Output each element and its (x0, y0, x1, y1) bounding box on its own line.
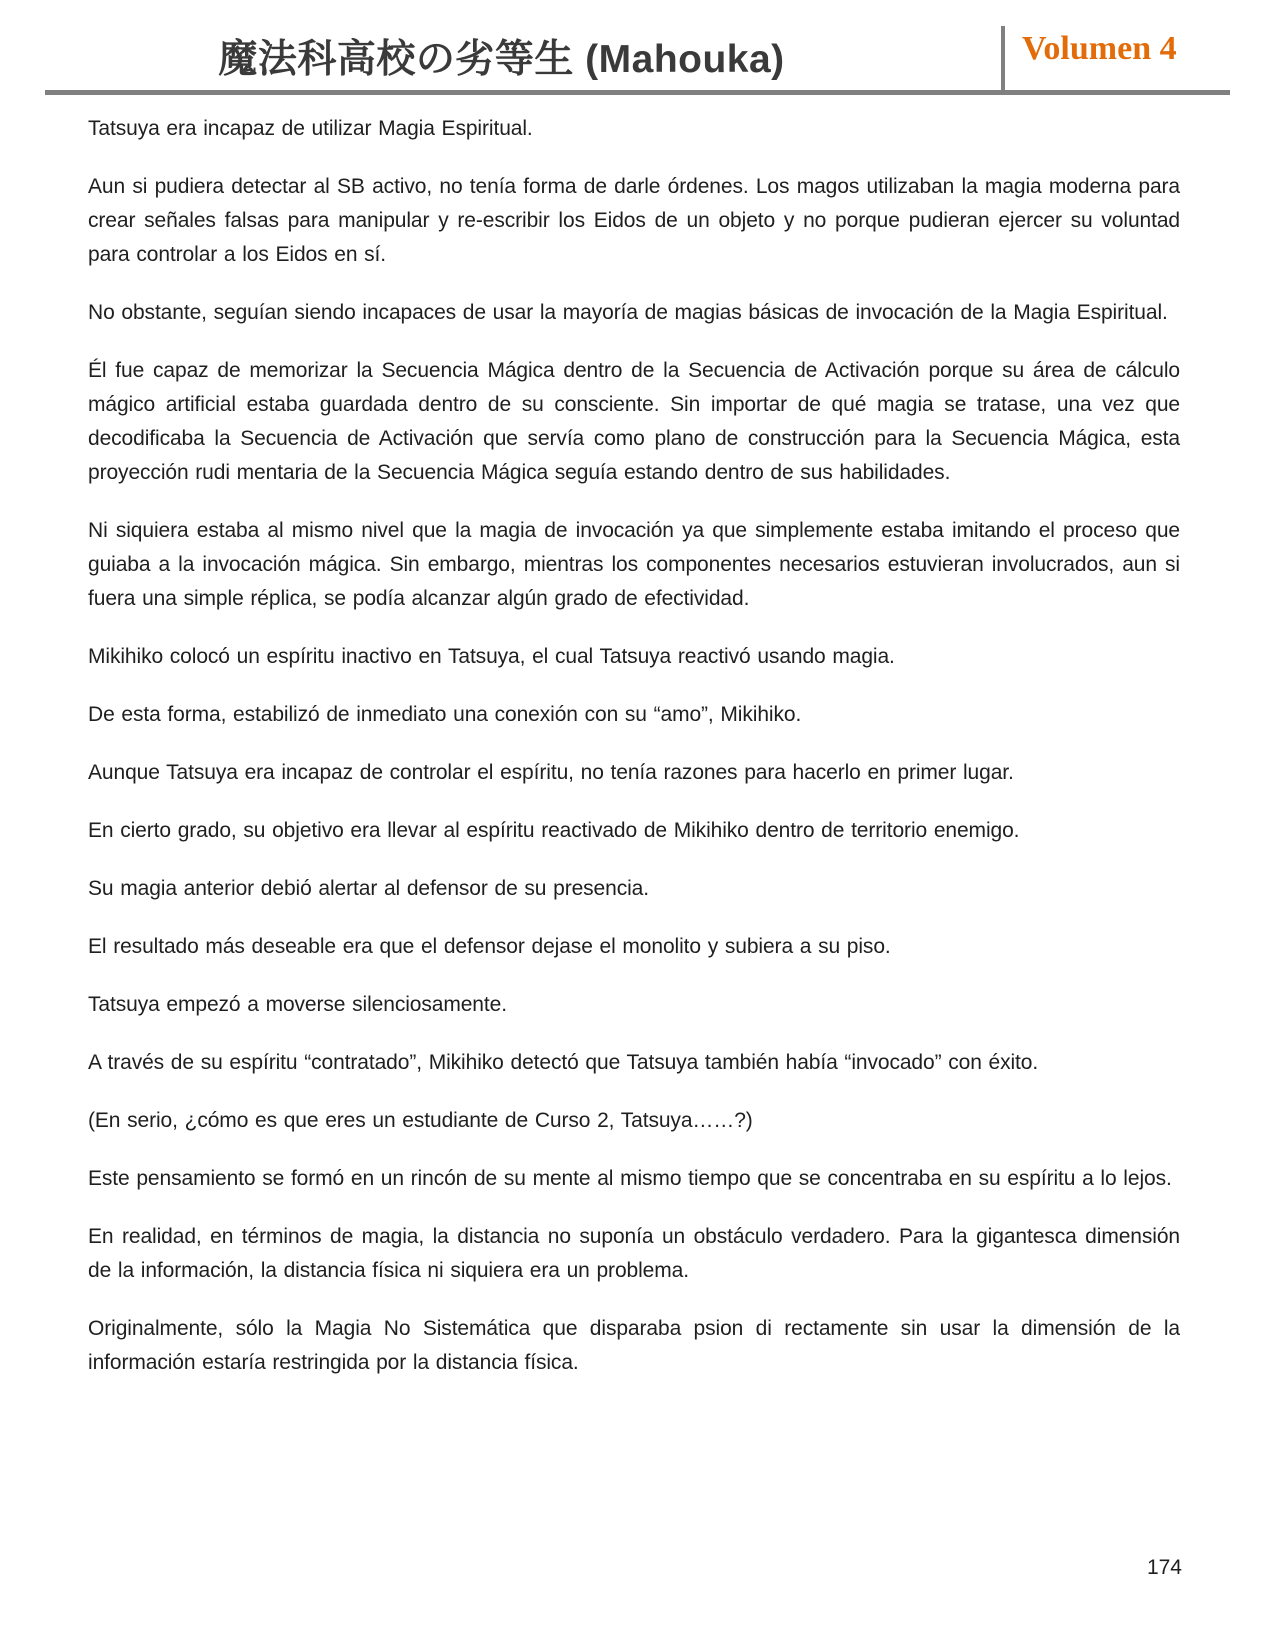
header-rule (45, 90, 1230, 95)
page-header (0, 0, 1275, 100)
paragraph: No obstante, seguían siendo incapaces de usar la mayoría de magias básicas de invocación de la Magia Espiritual. (88, 301, 1168, 324)
document-title: 魔法科高校の劣等生 (Mahouka) (218, 38, 785, 81)
paragraph: Su magia anterior debió alertar al defensor de su presencia. (88, 877, 649, 900)
paragraph: Originalmente, sólo la Magia No Sistemática que disparaba psion di rectamente sin usar la dimensión de la información estaría restringida por la distancia física. (88, 1317, 1180, 1374)
paragraph: Tatsuya era incapaz de utilizar Magia Espiritual. (88, 117, 533, 140)
paragraph: De esta forma, estabilizó de inmediato una conexión con su “amo”, Mikihiko. (88, 703, 802, 726)
paragraph: Mikihiko colocó un espíritu inactivo en Tatsuya, el cual Tatsuya reactivó usando magia. (88, 645, 895, 668)
paragraph: Ni siquiera estaba al mismo nivel que la magia de invocación ya que simplemente estaba imitando el proceso que guiaba a la invocación mágica. Sin embargo, mientras los componentes necesarios estuvieran involucrados, aun si fuera una simple réplica, se podía alcanzar algún grado de efectividad. (88, 519, 1180, 610)
paragraph: (En serio, ¿cómo es que eres un estudiante de Curso 2, Tatsuya……?) (88, 1109, 753, 1132)
paragraph: En realidad, en términos de magia, la distancia no suponía un obstáculo verdadero. Para la gigantesca dimensión de la información, la distancia física ni siquiera era un problema. (88, 1225, 1180, 1282)
paragraph: En cierto grado, su objetivo era llevar al espíritu reactivado de Mikihiko dentro de territorio enemigo. (88, 819, 1020, 842)
page-number: 174 (1146, 1556, 1182, 1579)
paragraph: Aun si pudiera detectar al SB activo, no tenía forma de darle órdenes. Los magos utilizaban la magia moderna para crear señales falsas para manipular y re-escribir los Eidos de un objeto y no porque pudieran ejercer su voluntad para controlar a los Eidos en sí. (88, 175, 1180, 266)
paragraph: Tatsuya empezó a moverse silenciosamente. (88, 993, 507, 1016)
paragraph: A través de su espíritu “contratado”, Mikihiko detectó que Tatsuya también había “invocado” con éxito. (88, 1051, 1039, 1074)
paragraph: Aunque Tatsuya era incapaz de controlar el espíritu, no tenía razones para hacerlo en primer lugar. (88, 761, 1014, 784)
header-divider (1001, 26, 1005, 95)
paragraph: Él fue capaz de memorizar la Secuencia Mágica dentro de la Secuencia de Activación porque su área de cálculo mágico artificial estaba guardada dentro de su consciente. Sin importar de qué magia se tratase, una vez que decodificaba la Secuencia de Activación que servía como plano de construcción para la Secuencia Mágica, esta proyección rudi mentaria de la Secuencia Mágica seguía estando dentro de sus habilidades. (88, 359, 1180, 484)
volume-label: Volumen 4 (1022, 30, 1177, 67)
paragraph: Este pensamiento se formó en un rincón de su mente al mismo tiempo que se concentraba en su espíritu a lo lejos. (88, 1167, 1172, 1190)
paragraph: El resultado más deseable era que el defensor dejase el monolito y subiera a su piso. (88, 935, 891, 958)
document-body (88, 112, 1180, 1404)
